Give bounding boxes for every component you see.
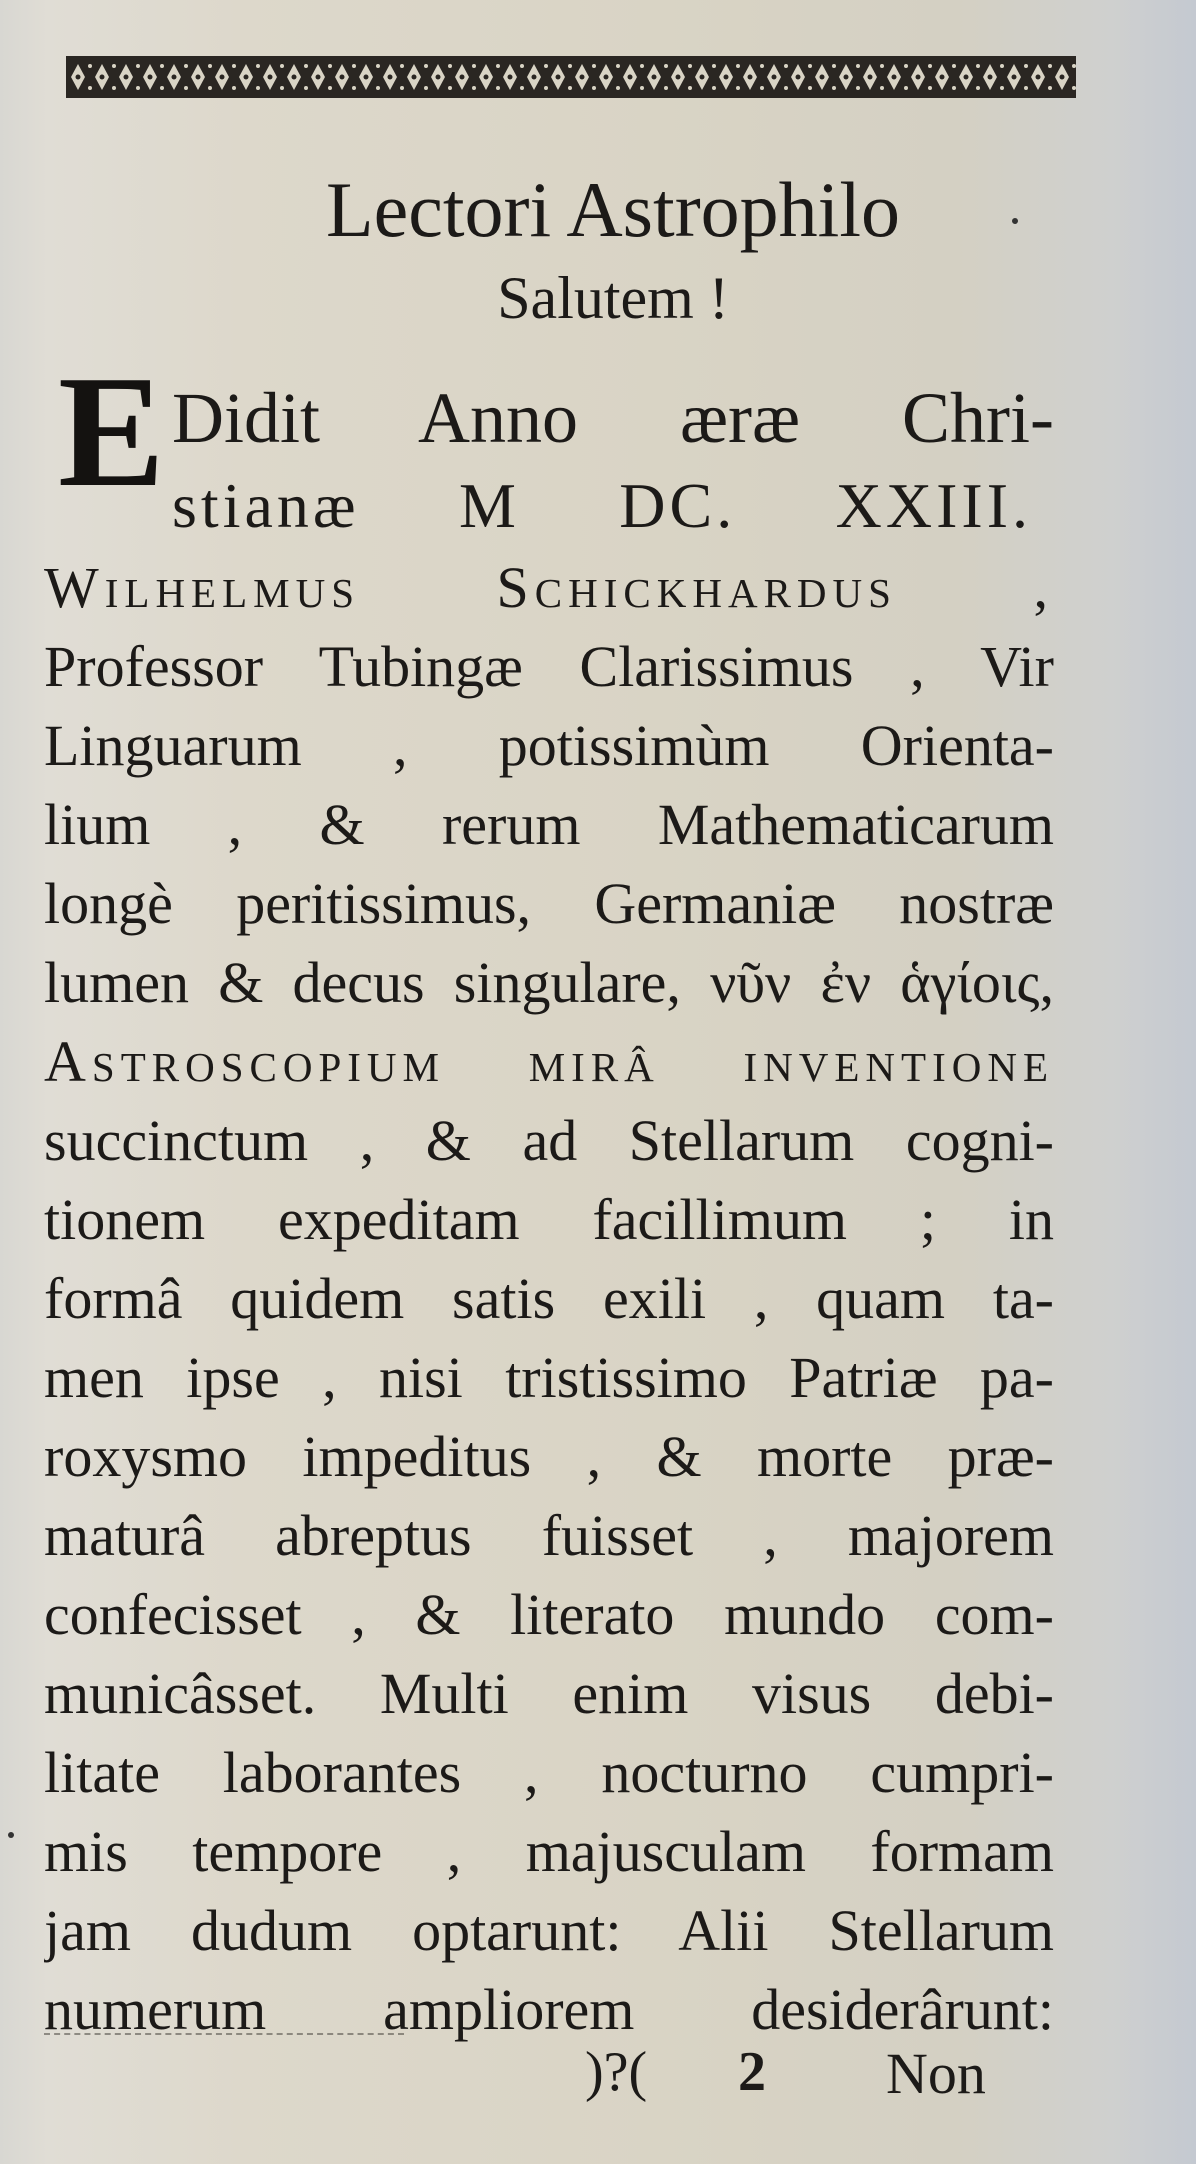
drop-cap: E — [58, 342, 165, 520]
body-line: Professor Tubingæ Clarissimus , Vir — [44, 634, 1054, 699]
page-number: 2 — [738, 2041, 766, 2103]
body-line: confecisset , & literato mundo com- — [44, 1582, 1054, 1647]
ornamental-border-icon — [66, 46, 1076, 108]
body-line: litate laborantes , nocturno cumpri- — [44, 1740, 1054, 1805]
body-line: stianæ M DC. XXIII. — [172, 470, 1032, 541]
signature-mark: )?( — [585, 2041, 648, 2103]
catchword: Non — [886, 2041, 986, 2106]
footer-rule — [44, 2033, 404, 2035]
body-line: lium , & rerum Mathematicarum — [44, 792, 1054, 857]
body-line: Wilhelmus Schickhardus , — [44, 555, 1054, 620]
ink-speck — [8, 1832, 14, 1838]
body-line: maturâ abreptus fuisset , majorem — [44, 1503, 1054, 1568]
body-line: Didit Anno æræ Chri- — [172, 382, 1054, 454]
body-line: jam dudum optarunt: Alii Stellarum — [44, 1898, 1054, 1963]
body-line: Linguarum , potissimùm Orienta- — [44, 713, 1054, 778]
body-line: men ipse , nisi tristissimo Patriæ pa- — [44, 1345, 1054, 1410]
ink-speck — [1012, 218, 1018, 224]
body-line: formâ quidem satis exili , quam ta- — [44, 1266, 1054, 1331]
body-line: municâsset. Multi enim visus debi- — [44, 1661, 1054, 1726]
body-line: roxysmo impeditus , & morte præ- — [44, 1424, 1054, 1489]
body-line: Astroscopium mirâ inventione — [44, 1029, 1054, 1094]
heading-salutation: Salutem ! — [497, 265, 729, 331]
heading-title: Lectori Astrophilo — [325, 166, 901, 253]
body-line: mis tempore , majusculam formam — [44, 1819, 1054, 1884]
body-line: numerum ampliorem desiderârunt: — [44, 1977, 1054, 2042]
body-line: succinctum , & ad Stellarum cogni- — [44, 1108, 1054, 1173]
body-line: tionem expeditam facillimum ; in — [44, 1187, 1054, 1252]
body-line: longè peritissimus, Germaniæ nostræ — [44, 871, 1054, 936]
body-line: lumen & decus singulare, νῦν ἐν ἁγίοις, — [44, 950, 1054, 1015]
